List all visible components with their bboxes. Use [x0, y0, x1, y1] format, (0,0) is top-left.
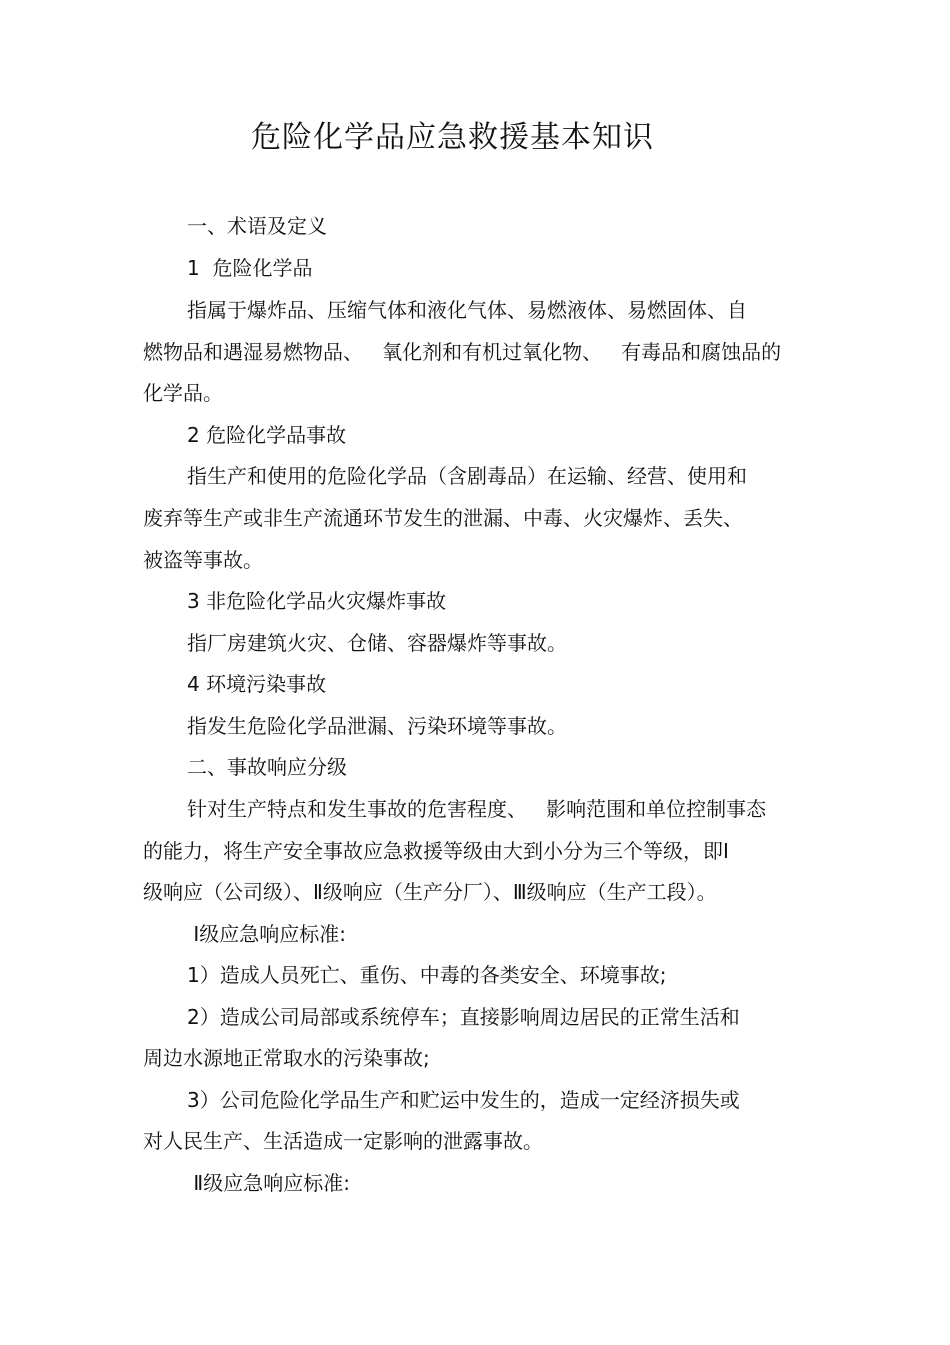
paragraph-line: 指属于爆炸品、压缩气体和液化气体、易燃液体、易燃固体、自	[187, 298, 747, 322]
level-1-criteria-heading: Ⅰ级应急响应标准:	[187, 922, 346, 946]
term-heading-4: 4 环境污染事故	[187, 672, 327, 696]
paragraph-line: 燃物品和遇湿易燃物品、 氧化剂和有机过氧化物、 有毒品和腐蚀品的	[143, 340, 782, 364]
paragraph-line: 被盗等事故。	[143, 548, 263, 572]
document-title: 危险化学品应急救援基本知识	[251, 120, 654, 155]
paragraph-line: 针对生产特点和发生事故的危害程度、 影响范围和单位控制事态	[187, 797, 767, 821]
section-heading-response-levels: 二、事故响应分级	[187, 755, 347, 779]
list-item-continuation: 周边水源地正常取水的污染事故;	[143, 1046, 430, 1070]
list-item: 2）造成公司局部或系统停车；直接影响周边居民的正常生活和	[187, 1005, 740, 1029]
paragraph-line: 级响应（公司级）、Ⅱ级响应（生产分厂）、Ⅲ级响应（生产工段）。	[143, 880, 717, 904]
paragraph-line: 指生产和使用的危险化学品（含剧毒品）在运输、经营、使用和	[187, 464, 747, 488]
paragraph-line: 指发生危险化学品泄漏、污染环境等事故。	[187, 714, 567, 738]
paragraph-line: 化学品。	[143, 381, 223, 405]
list-item: 3）公司危险化学品生产和贮运中发生的，造成一定经济损失或	[187, 1088, 740, 1112]
term-heading-3: 3 非危险化学品火灾爆炸事故	[187, 589, 447, 613]
list-item-continuation: 对人民生产、生活造成一定影响的泄露事故。	[143, 1129, 543, 1153]
term-heading-2: 2 危险化学品事故	[187, 423, 347, 447]
paragraph-line: 废弃等生产或非生产流通环节发生的泄漏、中毒、火灾爆炸、丢失、	[143, 506, 743, 530]
term-heading-1: 1 危险化学品	[187, 256, 313, 280]
level-2-criteria-heading: Ⅱ级应急响应标准:	[187, 1171, 350, 1195]
paragraph-line: 指厂房建筑火灾、仓储、容器爆炸等事故。	[187, 631, 567, 655]
section-heading-terms: 一、术语及定义	[187, 214, 327, 238]
list-item: 1）造成人员死亡、重伤、中毒的各类安全、环境事故;	[187, 963, 667, 987]
paragraph-line: 的能力，将生产安全事故应急救援等级由大到小分为三个等级，即Ⅰ	[143, 839, 729, 863]
